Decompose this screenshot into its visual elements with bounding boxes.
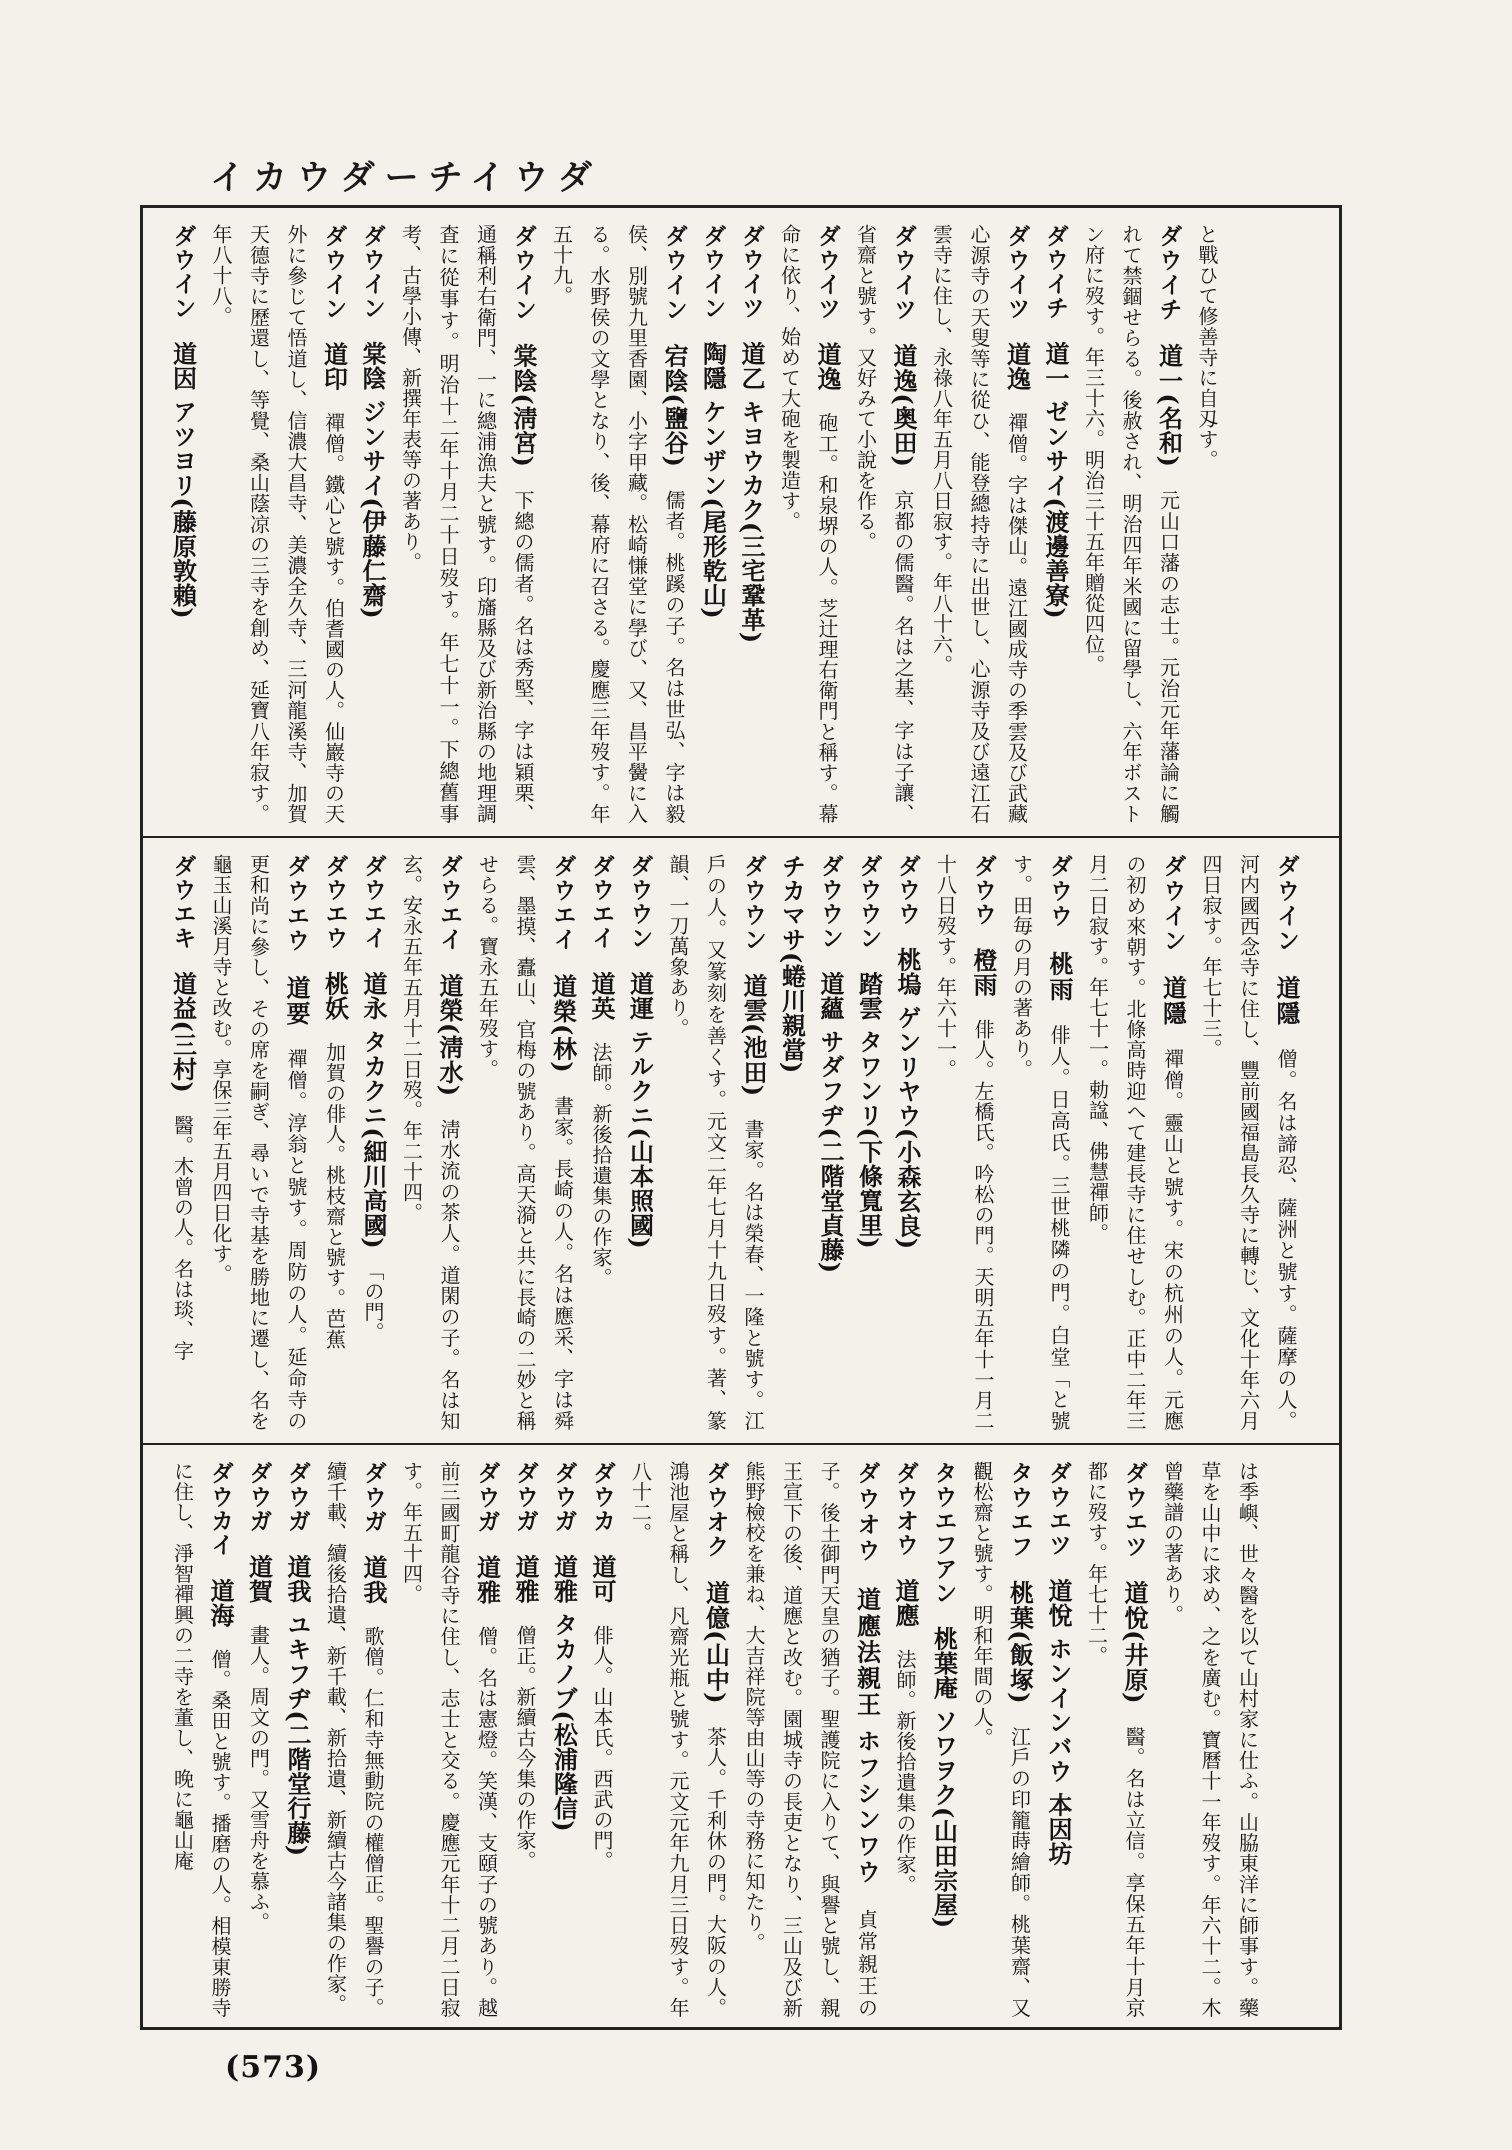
dictionary-entry — [202, 854, 316, 1431]
entry-body: 淸水流の茶人。道閑の子。名は知玄。安永五年五月十二日歿。年二十四。 — [399, 854, 461, 1432]
entry-reading: ダウウン — [740, 854, 766, 952]
entry-body: は季嶼、世々醫を以て山村家に仕ふ。山脇東洋に師事す。藥草を山中に求め、之を廣む。寶曆十一年歿す。年六十二。木曾藥譜の著あり。 — [1160, 1461, 1260, 2018]
dictionary-entry — [846, 224, 922, 824]
entry-reading: ダウイン — [1273, 854, 1299, 954]
entry-body: 法師。新後拾遺集の作家。 — [893, 1649, 917, 1895]
dictionary-entry — [163, 854, 202, 1431]
entry-reading: ダウイツ — [1003, 224, 1030, 321]
entry-body: 禪僧。淳翁と號す。周防の人。延命寺の更和尚に參し、その席を嗣ぎ、尋いで寺基を勝地に遷し、名を龜玉山溪月寺と改む。享保三年五月四日化す。 — [209, 854, 308, 1432]
entry-body: 貞常親王の子。後土御門天皇の猶子。聖護院に入りて、與譽と號し、親王宣下の後、道應と改む。園城寺の長吏となり、三山及び新熊野檢校を兼ね、大吉祥院等由山等の寺務に知たり。 — [742, 1461, 879, 2019]
dictionary-entry — [620, 854, 659, 1431]
running-head: イカウダーチイウダ — [210, 158, 602, 198]
entry-body: 法師。新後拾遺集の作家。 — [589, 1042, 613, 1288]
entry-body: 茶人。千利休の門。大阪の人。鴻池屋と稱し、凡齋光瓶と號す。元文元年九月三日歿す。年八十二。 — [628, 1461, 728, 2019]
entry-name: チカマサ(蜷川親當) — [777, 854, 807, 1074]
dictionary-entry — [735, 1461, 886, 2018]
entry-body: 僧。名は諦忍、薩洲と號す。薩摩の人。河内國西念寺に住し、豐前國福島長久寺に轉じ、文化十年六月四日寂す。年七十三。 — [1199, 854, 1298, 1432]
entry-name: 道逸 — [1002, 341, 1032, 392]
entry-reading: ダウエイ — [436, 854, 462, 952]
entry-name: 道要 — [282, 975, 311, 1027]
dictionary-entry — [926, 854, 1002, 1431]
entry-reading: ダウオウ — [892, 1461, 918, 1557]
entry-reading: ダウオウ — [853, 1461, 880, 1564]
dictionary-entry — [316, 1461, 392, 2018]
entry-body: 俳人。日高氏。三世桃隣の門。白堂「と號す。田毎の月の著あり。 — [1009, 854, 1071, 1432]
dictionary-entry — [506, 1461, 545, 2018]
dictionary-entry — [1039, 1461, 1078, 2018]
entry-reading: ダウイツ — [890, 224, 916, 322]
entry-name: 道永 タカクニ(細川高國) — [359, 971, 388, 1250]
entry-body: 砲工。和泉堺の人。芝辻理右衛門と稱す。幕命に依り、始めて大砲を製造す。 — [777, 224, 839, 825]
entry-body: 僧。桑田と號す。播磨の人。相模東勝寺に住し、淨智禪興の二寺を董し、晚に龜山庵 — [170, 1461, 232, 2018]
entry-reading: ダウエツ — [1045, 1461, 1071, 1557]
dictionary-entry — [1002, 854, 1078, 1431]
entry-reading: ダウエキ — [169, 854, 196, 950]
entry-name: 道乙 キヨウカク(三宅鞏革) — [737, 341, 766, 644]
entry-body: 僧。名は憲燈。笑漢、支頤子の號あり。越前三國町龍谷寺に住し、志士と交る。慶應元年十二月二日寂す。年五十四。 — [399, 1461, 499, 2019]
dictionary-entry — [392, 854, 468, 1431]
entry-body: 畫人。周文の門。又雪舟を慕ふ。 — [246, 1625, 271, 1933]
entry-name: 橙雨 — [969, 947, 998, 998]
dictionary-entry — [621, 1461, 735, 2018]
entry-name: 道隱 — [1158, 975, 1188, 1027]
entry-name: 棠陰(淸宮) — [509, 343, 538, 468]
entry-reading: タウエフ — [1006, 1461, 1033, 1559]
dictionary-entry — [770, 224, 846, 824]
entry-name: 桃塢 ゲンリヤウ(小森玄良) — [893, 947, 922, 1250]
entry-name: 桃葉(飯塚) — [1005, 1580, 1035, 1704]
dictionary-entry — [732, 224, 771, 824]
entry-name: 桃雨 — [1045, 951, 1074, 1003]
entry-reading: ダウカイ — [207, 1461, 233, 1557]
dictionary-entry — [1153, 1461, 1266, 2018]
entry-name: 棠陰 ジンサイ(伊藤仁齋) — [358, 341, 387, 620]
entry-body: 俳人。山本氏。西武の門。 — [590, 1625, 614, 1871]
dictionary-entry — [888, 854, 927, 1431]
entry-name: 道榮(淸水) — [435, 973, 464, 1097]
entry-reading: ダウイン — [320, 224, 347, 321]
entry-body: 下總の儒者。名は秀堅、字は穎栗、通稱利右衛門、一に總浦漁夫と號す。印旛縣及び新治縣の地理調査に從事す。明治十二年十月二十日歿す。年七十一。下總舊事考、古學小傳、新撰年表等の著あり。 — [398, 224, 535, 825]
entry-body: 俳人。左橋氏。吟松の門。天明五年十一月二十八日歿す。年六十一。 — [933, 854, 995, 1432]
entry-name: 道悅 ホンインバウ 本因坊 — [1044, 1578, 1073, 1866]
dictionary-entry — [924, 1461, 963, 2018]
dictionary-entry — [392, 1461, 506, 2018]
entry-name: 桃妖 — [320, 971, 350, 1021]
dictionary-entry — [163, 1461, 239, 2018]
dictionary-entry — [659, 854, 773, 1431]
entry-reading: ダウウ — [894, 854, 920, 926]
entry-name: 道一(名和) — [1154, 343, 1184, 468]
entry-body: 醫。木曾の人。名は琰、字 — [170, 1114, 195, 1361]
entry-body: 江戶の印籠蒔繪師。桃葉齋、又觀松齋と號す。明和年間の人。 — [970, 1461, 1032, 2019]
dictionary-entry — [963, 1461, 1039, 2018]
entry-name: 桃葉庵 ソワヲク(山田宗屋) — [929, 1626, 959, 1929]
entry-reading: ダウエウ — [321, 854, 348, 950]
entry-body: 加賀の俳人。桃枝齋と號す。芭蕉 — [322, 1042, 347, 1350]
entry-name: 宕陰(鹽谷) — [660, 343, 689, 468]
entry-reading: ダウガ — [512, 1461, 538, 1533]
entry-name: 道雲(池田) — [739, 973, 768, 1097]
entry-name: 道雅 — [472, 1555, 502, 1605]
entry-reading: ダウガ — [473, 1461, 500, 1534]
entry-reading: ダウイチ — [1042, 224, 1068, 320]
entry-name: 道印 — [319, 341, 349, 392]
dictionary-entry — [811, 854, 850, 1431]
entry-reading: ダウイン — [661, 224, 687, 322]
entry-reading: ダウイチ — [1155, 224, 1182, 322]
tier-middle — [143, 836, 1339, 1443]
entry-body: 書家。長崎の人。名は應采、字は舜雲、墨摸、蠹山、官梅の號あり。高天漪と共に長崎の二妙と稱せらる。寶永五年歿す。 — [475, 854, 575, 1432]
dictionary-entry — [922, 224, 1036, 824]
entry-name: 道賀 — [244, 1554, 274, 1604]
dictionary-entry — [163, 224, 202, 824]
entry-name: 道逸(奥田) — [889, 343, 918, 468]
entry-reading: ダウイツ — [814, 224, 840, 321]
entry-name: 道億(山中) — [701, 1580, 731, 1704]
entry-reading: ダウウン — [855, 854, 882, 950]
entry-body: 歌僧。仁和寺無動院の權僧正。聖譽の子。續千載、續後拾遺、新千載、新拾遺、新續古今諸集の作家。 — [323, 1461, 385, 2019]
entry-name: 道我 ユキフヂ(二階堂行藤) — [283, 1554, 312, 1857]
dictionary-entry — [1074, 224, 1188, 824]
dictionary-entry — [582, 854, 621, 1431]
dictionary-entry — [391, 224, 542, 824]
entry-name: 道應法親王 ホフシンワウ — [852, 1586, 882, 1886]
dictionary-entry — [353, 224, 392, 824]
entry-name: 道英 — [587, 971, 616, 1021]
entry-name: 道隱 — [1272, 975, 1301, 1027]
entry-name: 道運 テルクニ(山本照國) — [625, 971, 655, 1250]
tier-lower-text — [143, 1445, 1286, 2030]
dictionary-entry — [1036, 224, 1075, 824]
dictionary-entry — [693, 224, 732, 824]
tier-upper — [143, 208, 1339, 836]
entry-reading: ダウイン — [169, 224, 196, 320]
dictionary-entry — [886, 1461, 925, 2018]
dictionary-entry — [239, 1461, 278, 2018]
entry-reading: ダウエウ — [283, 854, 309, 954]
entry-reading: ダウイン — [510, 224, 536, 322]
entry-name: 陶隱 ケンザン(尾形乾山) — [698, 341, 728, 620]
entry-body: 京都の儒醫。名は之基、字は子讓、省齋と號す。又好みて小說を作る。 — [853, 224, 915, 825]
entry-reading: ダウガ — [284, 1461, 310, 1533]
entry-reading: ダウウン — [626, 854, 653, 950]
entry-name: 道一 ゼンサイ(渡邊善寮) — [1041, 341, 1070, 620]
dictionary-entry — [583, 1461, 622, 2018]
entry-reading: タウエフアン — [930, 1461, 957, 1605]
entry-reading: ダウオク — [702, 1461, 729, 1559]
entry-reading: ダウガ — [360, 1461, 386, 1534]
dictionary-entry — [772, 854, 811, 1431]
tier-lower — [143, 1443, 1339, 2030]
entry-reading: ダウイン — [359, 224, 385, 320]
entry-reading: ダウウ — [970, 854, 996, 927]
entry-reading: ダウウ — [1046, 854, 1072, 929]
entry-name: 道因 アツヨリ(藤原敦賴) — [168, 341, 198, 620]
entry-name: 道悅(井原) — [1120, 1580, 1149, 1704]
entry-body: 醫。名は立信。享保五年十月京都に歿す。年七十二。 — [1084, 1461, 1146, 2019]
entry-body: と戰ひて修善寺に自刄す。 — [1195, 224, 1219, 470]
page-frame — [140, 205, 1342, 2030]
entry-name: 道我 — [359, 1555, 388, 1605]
entry-name: 道益(三村) — [168, 971, 198, 1094]
entry-name: 道可 — [588, 1554, 617, 1604]
entry-reading: ダウエイ — [549, 854, 576, 952]
entry-reading: ダウエイ — [360, 854, 386, 950]
entry-name: 道應 — [891, 1578, 920, 1628]
entry-reading: ダウカ — [589, 1461, 615, 1533]
entry-reading: ダウガ — [245, 1461, 272, 1533]
entry-body: 禪僧。鐵心と號す。伯耆國の人。仙巖寺の天外に參じて悟道し、信濃大昌寺、美濃全久寺、三河龍溪寺、加賀天德寺に歷還し、等覺、桑山蔭凉の三寺を創め、延寶八年寂す。年八十八。 — [209, 224, 346, 825]
entry-name: 道雅 — [511, 1554, 540, 1604]
entry-body: 禪僧。靈山と號す。宋の杭州の人。元應の初め來朝す。北條高時迎へて建長寺に住せしむ。正中二年三月二日寂す。年七十一。勅諡、佛慧禪師。 — [1085, 854, 1185, 1432]
entry-name: 道逸 — [813, 341, 842, 392]
dictionary-entry — [1077, 1461, 1153, 2018]
dictionary-entry — [1188, 224, 1226, 824]
dictionary-entry — [1078, 854, 1192, 1431]
dictionary-entry — [315, 854, 354, 1431]
entry-name: 道雅 タカノブ(松浦隆信) — [549, 1554, 579, 1833]
entry-reading: ダウエイ — [588, 854, 614, 950]
entry-reading: ダウエツ — [1121, 1461, 1147, 1559]
page-number: (573) — [225, 2050, 322, 2085]
entry-body: 僧正。新續古今集の作家。 — [513, 1625, 537, 1871]
dictionary-entry — [849, 854, 888, 1431]
dictionary-entry — [354, 854, 393, 1431]
dictionary-entry — [544, 1461, 583, 2018]
entry-name: 道海 — [206, 1578, 235, 1628]
entry-reading: ダウイン — [699, 224, 726, 320]
entry-body: 「の門。 — [361, 1270, 385, 1343]
entry-reading: ダウイツ — [738, 224, 764, 320]
dictionary-entry — [542, 224, 693, 824]
dictionary-entry — [202, 224, 353, 824]
entry-body: 儒者。桃蹊の子。名は世弘、字は毅侯、別號九里香園、小字甲藏。松崎慊堂に學び、又、昌平黌に入る。水野侯の文學となり、後、幕府に召さる。慶應三年歿す。年五十九。 — [549, 224, 686, 825]
entry-body: 禪僧。字は傑山。遠江國成寺の季雲及び武藏心源寺の天叟等に從ひ、能登總持寺に出世し、心源寺及び遠江石雲寺に住し、永祿八年五月八日寂す。年八十六。 — [929, 224, 1029, 825]
entry-reading: ダウイン — [1159, 854, 1186, 954]
entry-reading: ダウガ — [550, 1461, 577, 1533]
tier-middle-text — [143, 838, 1325, 1443]
entry-reading: ダウウン — [817, 854, 843, 950]
dictionary-entry — [278, 1461, 317, 2018]
tier-upper-text — [143, 208, 1245, 836]
entry-name: 道蘊 サダフヂ(二階堂貞藤) — [816, 971, 845, 1274]
entry-body: 書家。名は榮春、一隆と號す。江戶の人。又篆刻を善くす。元文二年七月十九日歿す。著、篆韻、一刀萬象あり。 — [666, 854, 765, 1432]
entry-name: 踏雲 タワンリ(下條寬里) — [854, 971, 884, 1250]
entry-body: 元山口藩の志士。元治元年藩論に觸れて禁錮せらる。後赦され、明治四年米國に留學し、六年ボストン府に歿す。年三十六。明治三十五年贈從四位。 — [1081, 224, 1181, 825]
dictionary-entry — [1192, 854, 1306, 1431]
entry-name: 道榮(林) — [548, 973, 578, 1074]
dictionary-entry — [468, 854, 582, 1431]
